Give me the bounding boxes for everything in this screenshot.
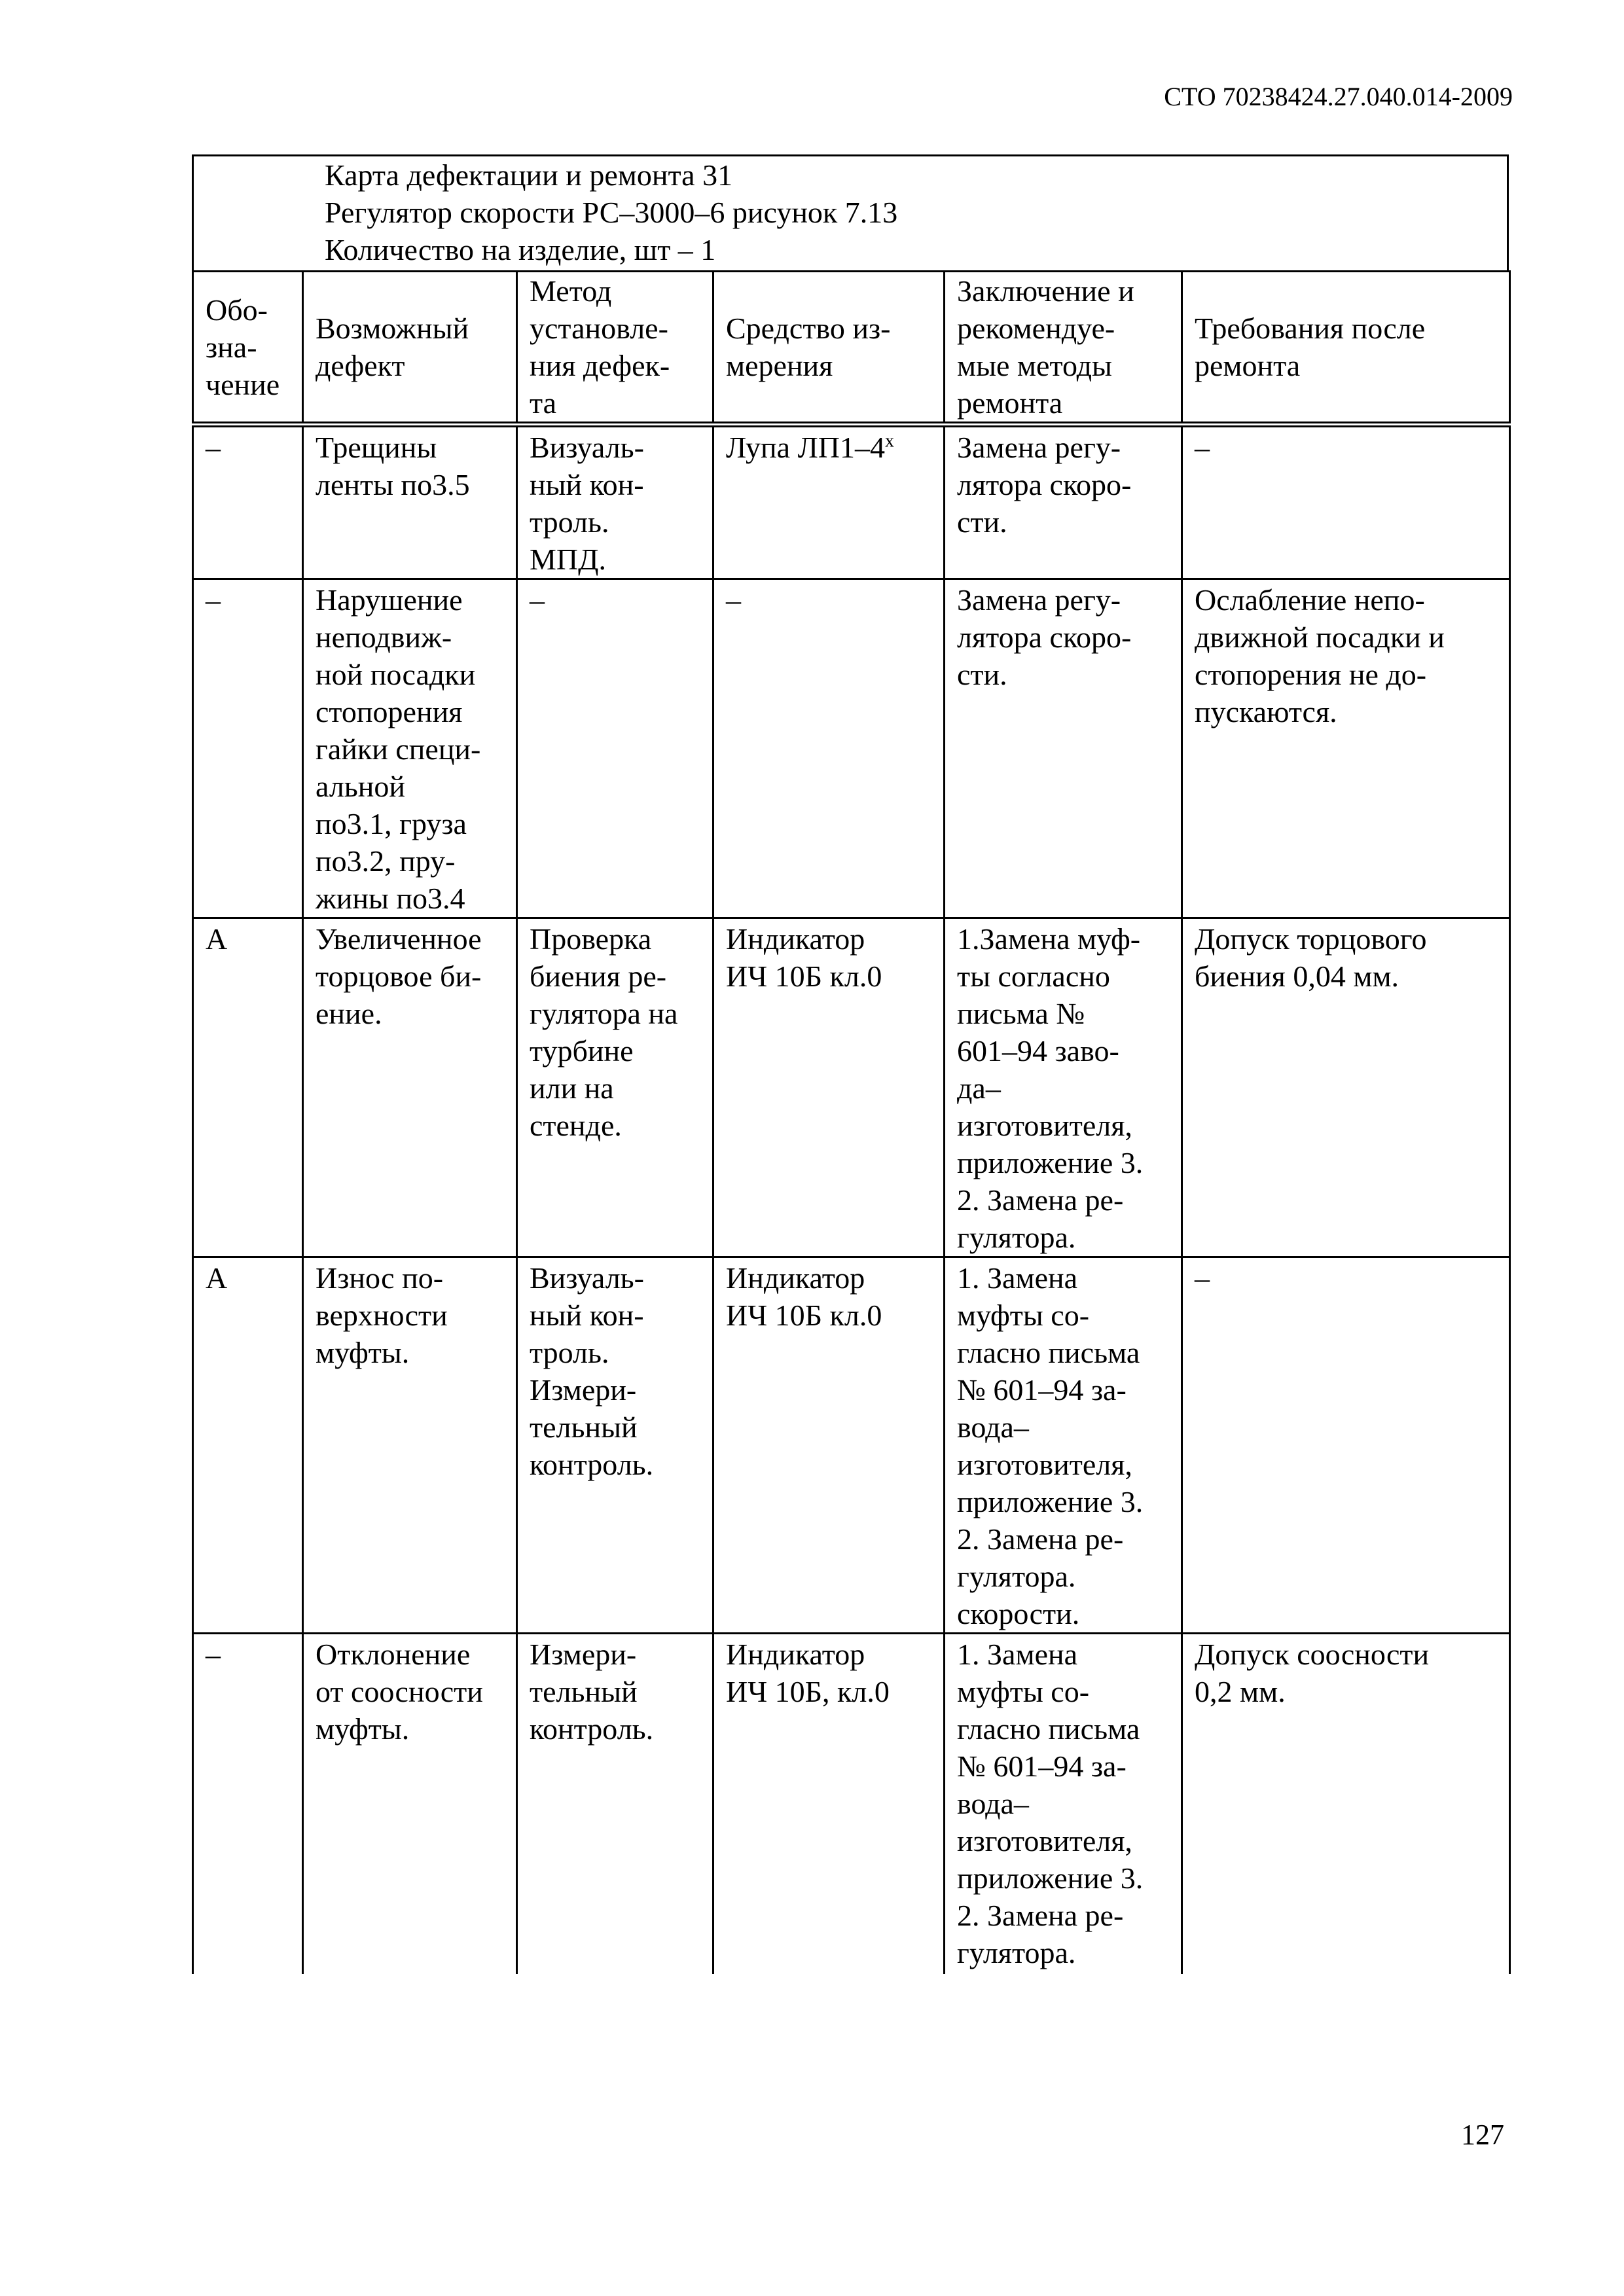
table-row (193, 425, 1510, 579)
cell-designation: – (193, 1634, 303, 1974)
cell-requirements: Ослабление непо- движной посадки и стопорения не до- пускаются. (1182, 579, 1510, 918)
cell-instrument: Индикатор ИЧ 10Б, кл.0 (713, 1634, 945, 1974)
cell-method: Проверка биения ре- гулятора на турбине или на стенде. (517, 918, 713, 1257)
page-number: 127 (1461, 2119, 1504, 2151)
header-possible-defect: Возможный дефект (303, 272, 517, 425)
card-subject: Регулятор скорости РС–3000–6 рисунок 7.13 (325, 196, 898, 229)
cell-requirements: – (1182, 425, 1510, 579)
table-header-row (193, 272, 1510, 425)
cell-defect: Износ по- верхности муфты. (303, 1257, 517, 1634)
cell-method: Визуаль- ный кон- троль. Измери- тельный контроль. (517, 1257, 713, 1634)
card-quantity: Количество на изделие, шт – 1 (325, 233, 716, 266)
cell-defect: Отклонение от соосности муфты. (303, 1634, 517, 1974)
instrument-text: Лупа ЛП1–4 (726, 431, 886, 464)
instrument-superscript: х (885, 431, 895, 452)
cell-conclusion: 1. Замена муфты со- гласно письма № 601–94 за- вода– изготовителя, приложение 3. 2. Замена ре- гулятора. скорости. (945, 1257, 1182, 1634)
cell-designation: – (193, 579, 303, 918)
header-requirements: Требования после ремонта (1182, 272, 1510, 425)
cell-defect: Трещины ленты по3.5 (303, 425, 517, 579)
cell-instrument (713, 425, 945, 579)
cell-method: Визуаль- ный кон- троль. МПД. (517, 425, 713, 579)
cell-conclusion: 1.Замена муф- ты согласно письма № 601–94 заво- да– изготовителя, приложение 3. 2. Замена ре- гулятора. (945, 918, 1182, 1257)
table-row (193, 579, 1510, 918)
cell-requirements: – (1182, 1257, 1510, 1634)
cell-defect: Нарушение неподвиж- ной посадки стопорения гайки специ- альной по3.1, груза по3.2, пру- жины по3.4 (303, 579, 517, 918)
cell-requirements: Допуск торцового биения 0,04 мм. (1182, 918, 1510, 1257)
cell-method: Измери- тельный контроль. (517, 1634, 713, 1974)
cell-designation: А (193, 1257, 303, 1634)
table-row (193, 1634, 1510, 1974)
defect-repair-card (192, 154, 1509, 1974)
cell-designation: – (193, 425, 303, 579)
table-row (193, 918, 1510, 1257)
defect-table (192, 270, 1511, 1974)
header-detection-method: Метод установле- ния дефек- та (517, 272, 713, 425)
cell-instrument: – (713, 579, 945, 918)
cell-designation: А (193, 918, 303, 1257)
cell-conclusion: Замена регу- лятора скоро- сти. (945, 579, 1182, 918)
header-measuring-instrument: Средство из- мерения (713, 272, 945, 425)
header-conclusion: Заключение и рекомендуе- мые методы ремонта (945, 272, 1182, 425)
cell-requirements: Допуск соосности 0,2 мм. (1182, 1634, 1510, 1974)
table-row (193, 1257, 1510, 1634)
card-header (192, 154, 1509, 270)
document-code: СТО 70238424.27.040.014-2009 (1164, 82, 1513, 111)
header-designation: Обо- зна- чение (193, 272, 303, 425)
cell-conclusion: Замена регу- лятора скоро- сти. (945, 425, 1182, 579)
cell-method: – (517, 579, 713, 918)
card-title: Карта дефектации и ремонта 31 (325, 158, 733, 192)
cell-conclusion: 1. Замена муфты со- гласно письма № 601–94 за- вода– изготовителя, приложение 3. 2. Замена ре- гулятора. (945, 1634, 1182, 1974)
cell-defect: Увеличенное торцовое би- ение. (303, 918, 517, 1257)
cell-instrument: Индикатор ИЧ 10Б кл.0 (713, 1257, 945, 1634)
cell-instrument: Индикатор ИЧ 10Б кл.0 (713, 918, 945, 1257)
